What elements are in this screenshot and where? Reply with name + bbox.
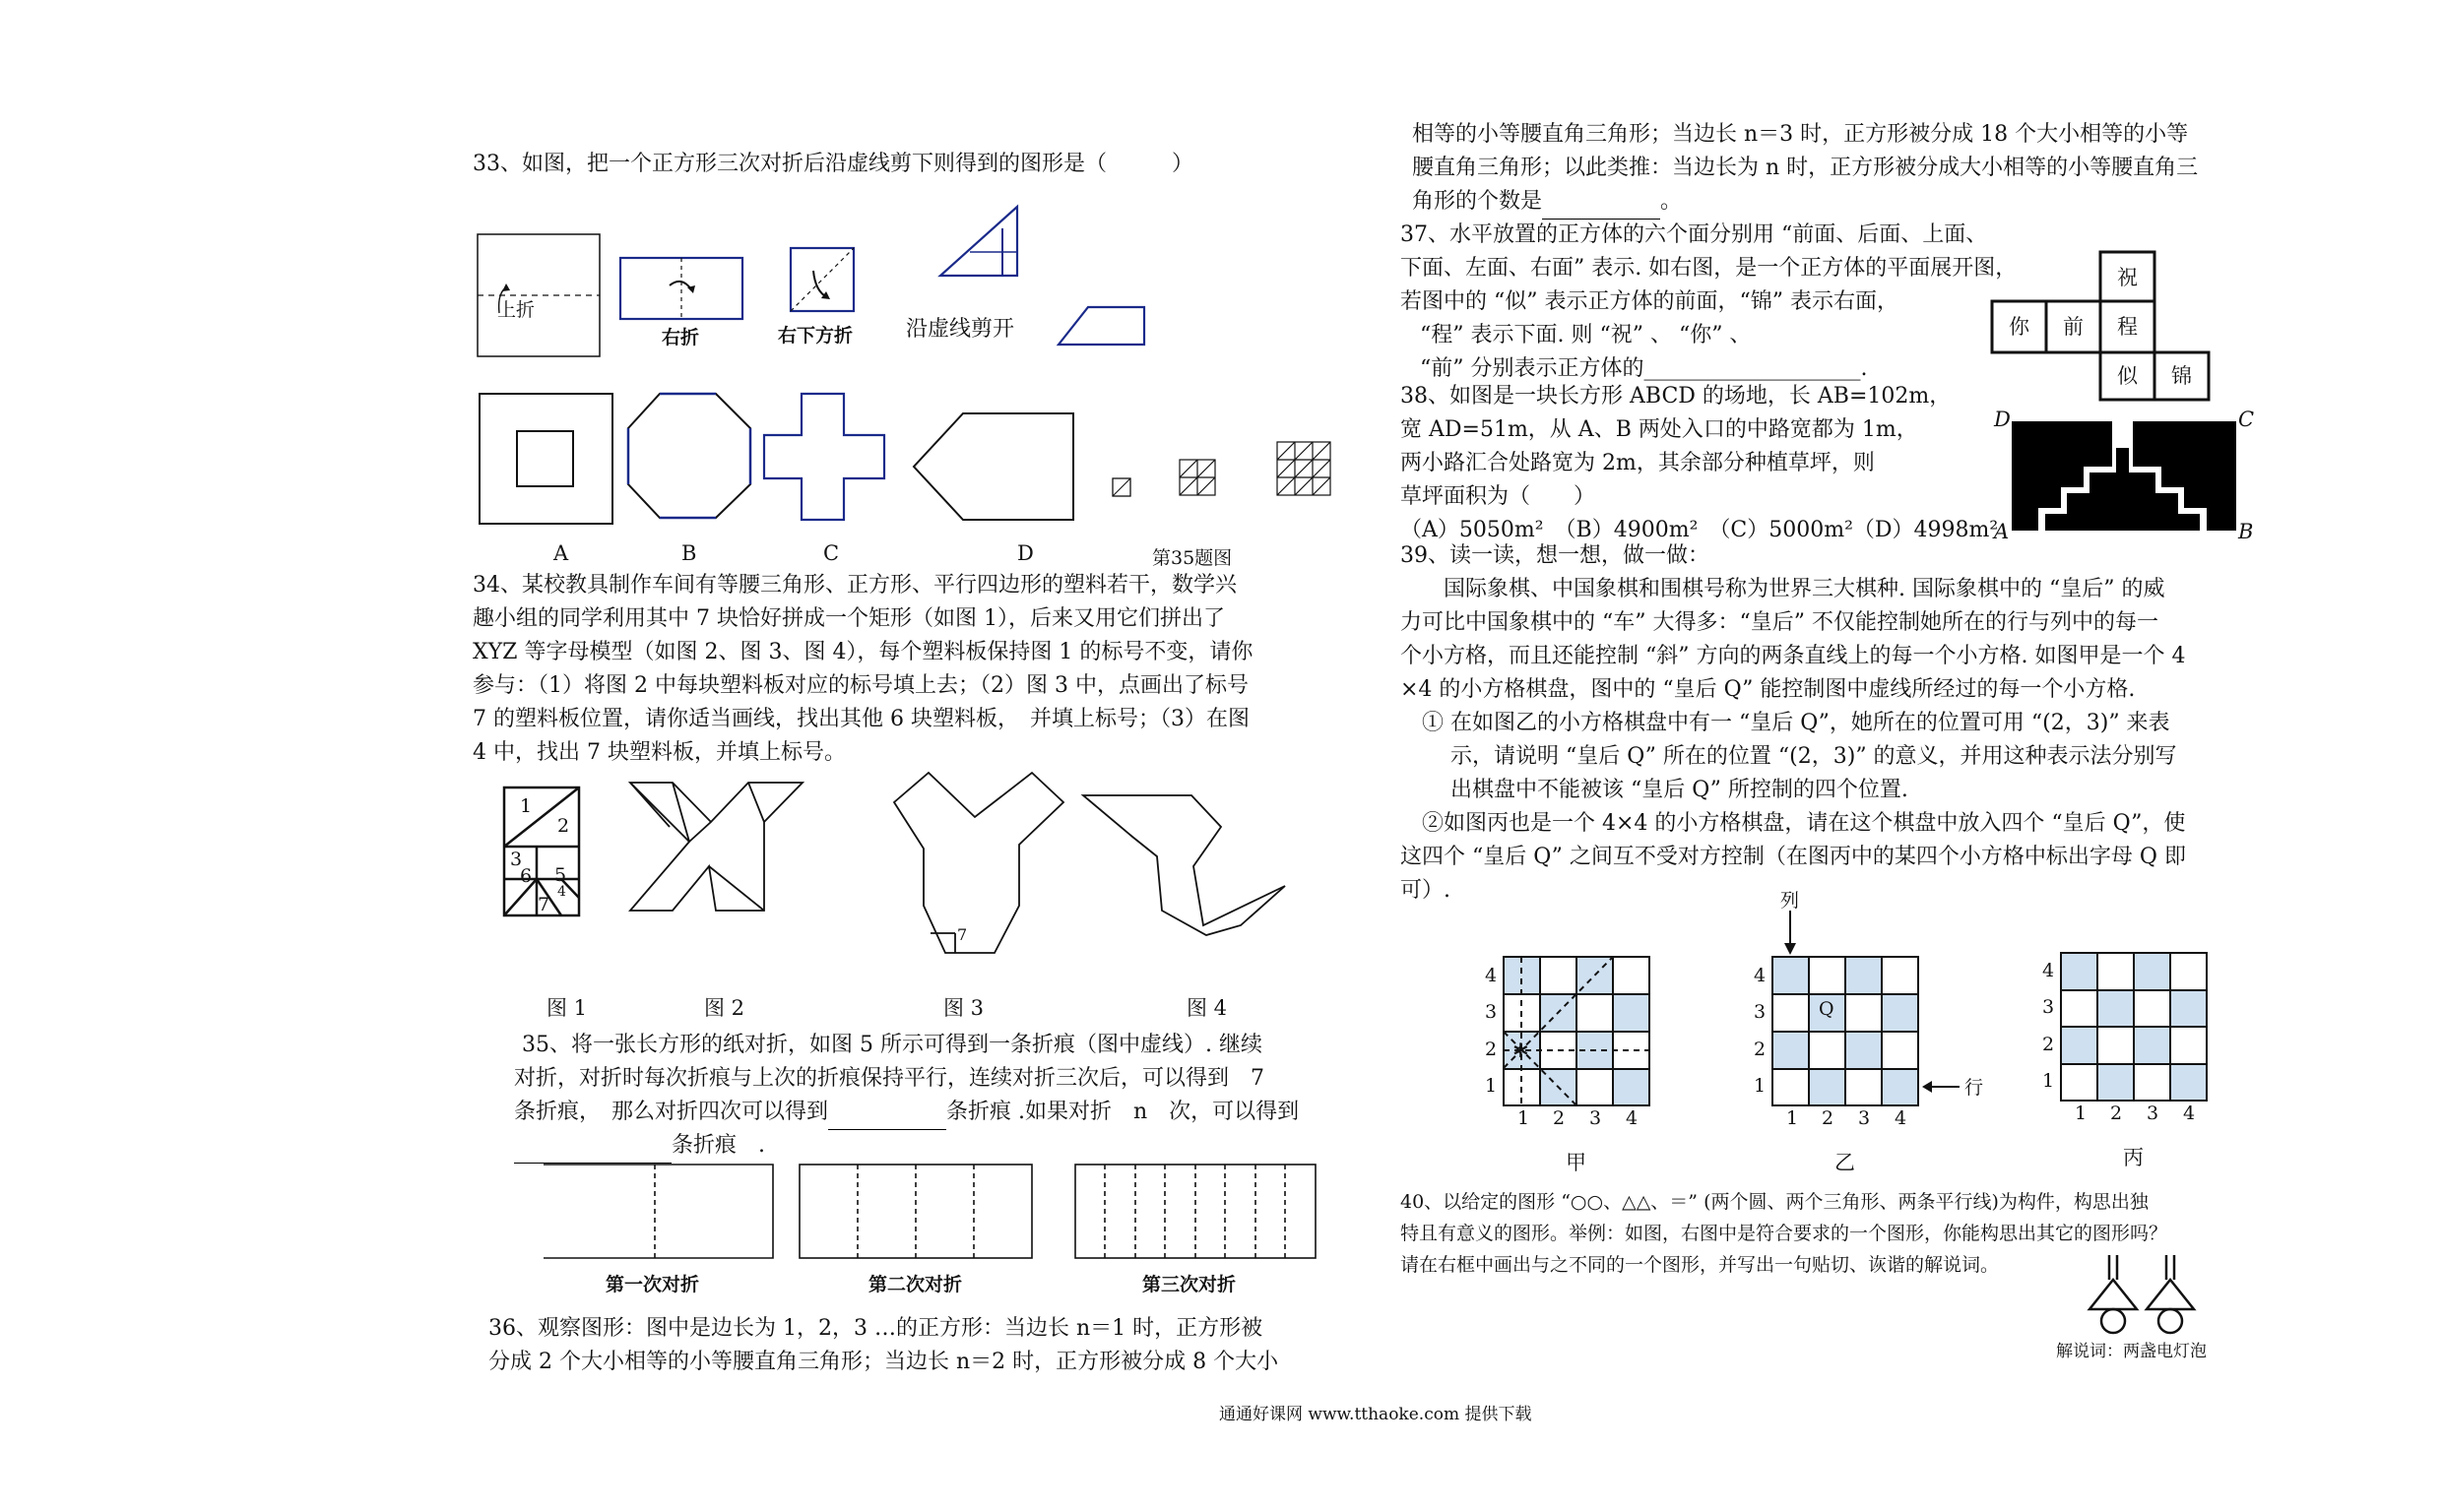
- fig2-caption: 图 2: [704, 996, 745, 1020]
- jia-row-1: 1: [1485, 1075, 1498, 1097]
- yi-row-2: 2: [1754, 1039, 1767, 1060]
- fold-label-cut: 沿虚线剪开: [906, 317, 1015, 342]
- field-label-b: B: [2238, 520, 2254, 543]
- question-35-line-4-text: 条折痕 .: [672, 1133, 765, 1158]
- question-34-line-2: 趣小组的同学利用其中 7 块恰好拼成一个矩形（如图 1），后来又用它们拼出了: [473, 606, 1225, 631]
- yi-row-marker: 行: [1964, 1077, 1984, 1099]
- fig3-caption: 图 3: [943, 996, 985, 1020]
- cube-face-cheng: 程: [2117, 315, 2138, 339]
- question-38-line-4: 草坪面积为（ ）: [1400, 484, 1596, 509]
- fold-caption-3: 第三次对折: [1142, 1274, 1237, 1295]
- question-37-line-5: “前” 分别表示正方体的____________________.: [1420, 356, 1868, 381]
- jia-row-2: 2: [1485, 1039, 1498, 1060]
- question-37-line-2: 下面、左面、右面” 表示. 如右图，是一个正方体的平面展开图，: [1400, 256, 2018, 281]
- bing-col-4: 4: [2183, 1102, 2196, 1124]
- question-39-part2-line-3: 可）.: [1400, 878, 1450, 903]
- tangram-num-6: 6: [520, 865, 533, 887]
- yi-row-3: 3: [1754, 1001, 1767, 1023]
- fig1-caption: 图 1: [546, 996, 588, 1020]
- yi-row-1: 1: [1754, 1075, 1767, 1097]
- option-b-label: B: [681, 541, 697, 565]
- field-label-c: C: [2238, 408, 2255, 431]
- cube-face-jin: 锦: [2171, 364, 2192, 388]
- question-38-options: （A）5050m² （B）4900m² （C）5000m²（D）4998m²: [1400, 518, 1999, 542]
- bing-row-3: 3: [2042, 996, 2055, 1018]
- question-33: 33、如图，把一个正方形三次对折后沿虚线剪下则得到的图形是（ ）: [473, 152, 1193, 176]
- question-39-part1-line-2: 示，请说明 “皇后 Q” 所在的位置 “(2，3)” 的意义，并用这种表示法分别写: [1400, 744, 2177, 769]
- cube-face-si: 似: [2117, 364, 2138, 388]
- jia-row-4: 4: [1485, 965, 1498, 986]
- question-36-cont-2: 腰直角三角形；以此类推：当边长为 n 时，正方形被分成大小相等的小等腰直角三: [1412, 156, 2199, 180]
- tangram-num-1: 1: [520, 795, 533, 817]
- question-36-cont-1: 相等的小等腰直角三角形；当边长 n＝3 时，正方形被分成 18 个大小相等的小等: [1412, 122, 2189, 147]
- question-39-line-2: 力可比中国象棋中的 “车” 大得多：“皇后” 不仅能控制她所在的行与列中的每一: [1400, 610, 2158, 635]
- question-39-part1-line-3: 出棋盘中不能被该 “皇后 Q” 所控制的四个位置.: [1400, 778, 1908, 802]
- question-40-line-2: 特且有意义的图形。举例：如图，右图中是符合要求的一个图形，你能构思出其它的图形吗？: [1400, 1223, 2168, 1244]
- cube-face-qian: 前: [2063, 315, 2084, 339]
- fold-label-right: 右折: [662, 327, 700, 348]
- tangram-num-4: 4: [557, 884, 566, 900]
- field-label-d: D: [1994, 408, 2011, 431]
- bing-col-2: 2: [2110, 1102, 2123, 1124]
- cube-face-zhu: 祝: [2117, 266, 2138, 289]
- question-35-line-1: 35、将一张长方形的纸对折，如图 5 所示可得到一条折痕（图中虚线）. 继续: [522, 1033, 1262, 1057]
- yi-col-3: 3: [1858, 1107, 1871, 1129]
- tangram-num-5: 5: [554, 864, 567, 886]
- yi-row-4: 4: [1754, 965, 1767, 986]
- fig3-num-7: 7: [957, 925, 968, 944]
- question-34-line-3: XYZ 等字母模型（如图 2、图 3、图 4），每个塑料板保持图 1 的标号不变，请你: [473, 640, 1254, 664]
- yi-col-marker: 列: [1780, 890, 1800, 912]
- bing-col-3: 3: [2147, 1102, 2159, 1124]
- fig4-caption: 图 4: [1187, 996, 1228, 1020]
- question-39-line-1: 国际象棋、中国象棋和围棋号称为世界三大棋种. 国际象棋中的 “皇后” 的威: [1400, 577, 2165, 601]
- option-a-label: A: [553, 541, 569, 565]
- svg-text:✲: ✲: [1512, 1040, 1529, 1062]
- option-d-label: D: [1017, 541, 1034, 565]
- question-36-line-1: 36、观察图形：图中是边长为 1，2，3 …的正方形：当边长 n＝1 时，正方形被: [488, 1316, 1263, 1341]
- question-36-end: 角形的个数是: [1412, 189, 1543, 214]
- jia-col-2: 2: [1553, 1107, 1566, 1129]
- bing-row-1: 1: [2042, 1070, 2055, 1092]
- board-jia-caption: 甲: [1566, 1151, 1586, 1174]
- question-34-line-5: 7 的塑料板位置，请你适当画线，找出其他 6 块塑料板， 并填上标号；（3）在图: [473, 707, 1250, 731]
- question-34-line-6: 4 中，找出 7 块塑料板，并填上标号。: [473, 740, 846, 765]
- jia-col-4: 4: [1626, 1107, 1639, 1129]
- question-40-line-3: 请在右框中画出与之不同的一个图形，并写出一句贴切、诙谐的解说词。: [1400, 1254, 2000, 1276]
- question-36-line-2: 分成 2 个大小相等的小等腰直角三角形；当边长 n＝2 时，正方形被分成 8 个大小: [488, 1350, 1279, 1374]
- jia-col-1: 1: [1517, 1107, 1530, 1129]
- fold-label-lower-right: 右下方折: [778, 325, 854, 346]
- bing-row-2: 2: [2042, 1034, 2055, 1055]
- question-38-line-2: 宽 AD=51m，从 A、B 两处入口的中路宽都为 1m，: [1400, 417, 1918, 442]
- option-c-label: C: [823, 541, 840, 565]
- question-35-line-3b: 条折痕 .如果对折 n 次，可以得到: [946, 1100, 1300, 1124]
- fold-label-up: 上折: [497, 299, 536, 321]
- board-yi-caption: 乙: [1834, 1151, 1855, 1174]
- cube-face-ni: 你: [2009, 315, 2029, 339]
- question-39-part2-line-1: ②如图丙也是一个 4×4 的小方格棋盘，请在这个棋盘中放入四个 “皇后 Q”，使: [1400, 811, 2186, 836]
- question-37-line-1: 37、水平放置的正方体的六个面分别用 “前面、后面、上面、: [1400, 222, 1988, 247]
- yi-queen: Q: [1819, 998, 1834, 1020]
- question-39-line-4: ×4 的小方格棋盘，图中的 “皇后 Q” 能控制图中虚线所经过的每一个小方格.: [1400, 677, 2136, 702]
- jia-col-3: 3: [1589, 1107, 1602, 1129]
- yi-col-1: 1: [1786, 1107, 1799, 1129]
- question-39-part1-line-1: ① 在如图乙的小方格棋盘中有一 “皇后 Q”，她所在的位置可用 “(2，3)” 来表: [1400, 711, 2170, 735]
- question-40-caption: 解说词：两盏电灯泡: [2056, 1342, 2207, 1361]
- yi-col-2: 2: [1822, 1107, 1834, 1129]
- question-37-line-4: “程” 表示下面. 则 “祝” 、 “你” 、: [1420, 323, 1752, 347]
- question-35-line-2: 对折，对折时每次折痕与上次的折痕保持平行，连续对折三次后，可以得到 7: [514, 1066, 1264, 1091]
- tangram-num-7: 7: [538, 894, 550, 915]
- bing-row-4: 4: [2042, 960, 2055, 981]
- question-38-line-3: 两小路汇合处路宽为 2m，其余部分种植草坪，则: [1400, 451, 1875, 475]
- fold-caption-2: 第二次对折: [868, 1274, 963, 1295]
- question-40-line-1: 40、以给定的图形 “○○、△△、＝” (两个圆、两个三角形、两条平行线)为构件，构思出独: [1400, 1191, 2149, 1213]
- question-37-line-3: 若图中的 “似” 表示正方体的前面，“锦” 表示右面，: [1400, 289, 1898, 314]
- question-35-line-3a: 条折痕， 那么对折四次可以得到: [514, 1100, 829, 1124]
- question-38-line-1: 38、如图是一块长方形 ABCD 的场地，长 AB=102m，: [1400, 384, 1952, 409]
- yi-col-4: 4: [1895, 1107, 1907, 1129]
- fold-caption-1: 第一次对折: [606, 1274, 700, 1295]
- question-39-part2-line-2: 这四个 “皇后 Q” 之间互不受对方控制（在图丙中的某四个小方格中标出字母 Q 即: [1400, 845, 2186, 869]
- question-34-line-1: 34、某校教具制作车间有等腰三角形、正方形、平行四边形的塑料若干，数学兴: [473, 573, 1237, 598]
- tangram-num-3: 3: [510, 849, 523, 870]
- board-bing-caption: 丙: [2123, 1146, 2144, 1169]
- jia-row-3: 3: [1485, 1001, 1498, 1023]
- field-label-a: A: [1994, 520, 2010, 543]
- footer-source: 通通好课网 www.tthaoke.com 提供下载: [1219, 1405, 1532, 1424]
- question-39-line-3: 个小方格，而且还能控制 “斜” 方向的两条直线上的每一个小方格. 如图甲是一个 4: [1400, 644, 2186, 668]
- question-36-end-tail: 。: [1660, 189, 1683, 214]
- question-34-line-4: 参与：（1）将图 2 中每块塑料板对应的标号填上去；（2）图 3 中，点画出了标号: [473, 673, 1249, 698]
- fig35-caption: 第35题图: [1152, 547, 1233, 569]
- tangram-num-2: 2: [557, 815, 570, 837]
- question-39-title: 39、读一读，想一想，做一做：: [1400, 543, 1709, 568]
- bing-col-1: 1: [2075, 1102, 2088, 1124]
